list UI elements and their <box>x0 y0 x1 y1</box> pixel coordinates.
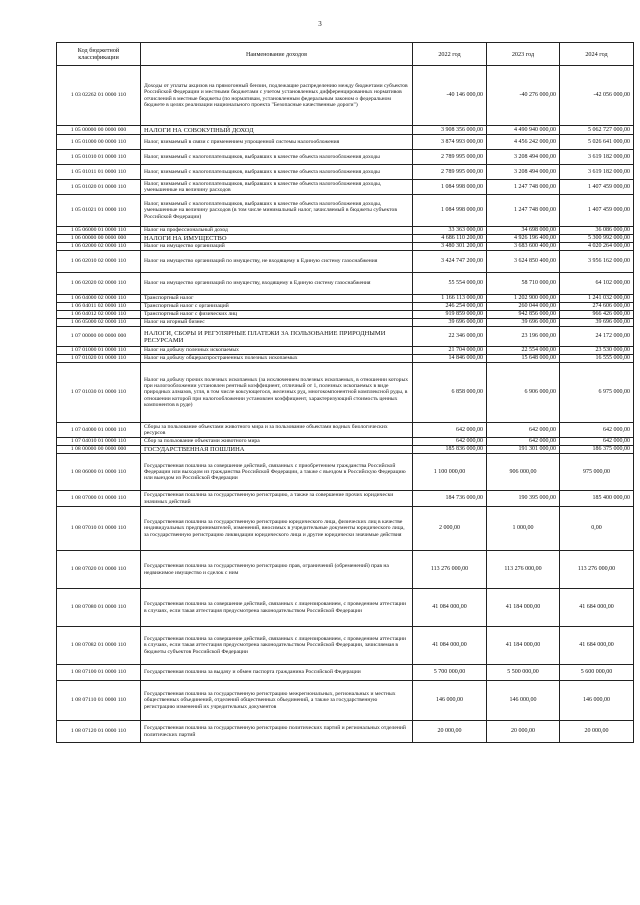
row-2024: 0,00 <box>560 507 634 551</box>
table-row <box>57 227 634 235</box>
table-row <box>57 438 634 446</box>
row-name: Налог на добычу полезных ископаемых <box>141 347 413 355</box>
row-name: Государственная пошлина за государственную регистрацию, а также за совершение прочих юридически значимых действий <box>141 491 413 507</box>
row-2023: 191 301 000,00 <box>487 446 560 454</box>
row-2024: 3 619 182 000,00 <box>560 165 634 180</box>
row-2023: -40 276 000,00 <box>487 66 560 126</box>
table-row <box>57 195 634 227</box>
row-2024: 24 172 000,00 <box>560 327 634 347</box>
row-code: 1 05 01021 01 0000 110 <box>57 195 141 227</box>
row-2023: 41 184 000,00 <box>487 589 560 627</box>
row-name: Государственная пошлина за государственную регистрацию юридического лица, физических лиц в качестве индивидуальных предпринимателей, изменений, вносимых в учредительные документы юридического лица, за государственную регистрацию ликвидации юридического лица и другие юридически значимые действия <box>141 507 413 551</box>
table-row <box>57 251 634 273</box>
table-row <box>57 665 634 681</box>
row-2022: 1 100 000,00 <box>413 454 487 491</box>
header-code: Код бюджетной классификации <box>57 43 141 66</box>
row-code: 1 06 04000 02 0000 110 <box>57 295 141 303</box>
row-2023: 260 044 000,00 <box>487 303 560 311</box>
table-row <box>57 347 634 355</box>
row-2022: 55 554 000,00 <box>413 273 487 295</box>
row-2023: 34 698 000,00 <box>487 227 560 235</box>
revenue-table <box>56 42 634 743</box>
row-2023: 146 000,00 <box>487 681 560 721</box>
row-2023: 41 184 000,00 <box>487 627 560 665</box>
row-name: ГОСУДАРСТВЕННАЯ ПОШЛИНА <box>141 446 413 454</box>
table-row <box>57 150 634 165</box>
row-2022: 184 736 000,00 <box>413 491 487 507</box>
row-name: Государственная пошлина за выдачу и обмен паспорта гражданина Российской Федерации <box>141 665 413 681</box>
row-2023: 3 208 494 000,00 <box>487 165 560 180</box>
row-code: 1 08 07120 01 0000 110 <box>57 721 141 743</box>
row-2024: 5 062 727 000,00 <box>560 126 634 135</box>
row-2022: 5 700 000,00 <box>413 665 487 681</box>
row-2022: 113 276 000,00 <box>413 551 487 589</box>
row-code: 1 05 06000 01 0000 110 <box>57 227 141 235</box>
row-2024: 1 407 459 000,00 <box>560 195 634 227</box>
row-2023: 4 926 196 400,00 <box>487 235 560 243</box>
row-code: 1 06 02020 02 0000 110 <box>57 273 141 295</box>
row-name: НАЛОГИ НА ИМУЩЕСТВО <box>141 235 413 243</box>
row-code: 1 08 07080 01 0000 110 <box>57 589 141 627</box>
row-2024: 146 000,00 <box>560 681 634 721</box>
row-code: 1 08 06000 01 0000 110 <box>57 454 141 491</box>
row-code: 1 07 04010 01 0000 110 <box>57 438 141 446</box>
row-name: Государственная пошлина за государственную регистрацию прав, ограничений (обременений) прав на недвижимое имущество и сделок с ним <box>141 551 413 589</box>
row-code: 1 06 04011 02 0000 110 <box>57 303 141 311</box>
row-name: Налог на имущество организаций по имуществу, не входящему в Единую систему газоснабжения <box>141 251 413 273</box>
table-row <box>57 135 634 150</box>
row-2024: 113 276 000,00 <box>560 551 634 589</box>
row-name: НАЛОГИ НА СОВОКУПНЫЙ ДОХОД <box>141 126 413 135</box>
row-2024: 41 684 000,00 <box>560 589 634 627</box>
row-2024: 20 000,00 <box>560 721 634 743</box>
row-2024: 642 000,00 <box>560 438 634 446</box>
row-code: 1 07 01030 01 0000 110 <box>57 363 141 423</box>
row-2023: 3 208 494 000,00 <box>487 150 560 165</box>
row-2024: 642 000,00 <box>560 423 634 438</box>
row-2022: 22 346 000,00 <box>413 327 487 347</box>
row-2023: 190 395 000,00 <box>487 491 560 507</box>
row-2022: 642 000,00 <box>413 438 487 446</box>
table-row <box>57 165 634 180</box>
row-code: 1 06 02010 02 0000 110 <box>57 251 141 273</box>
row-2024: 274 606 000,00 <box>560 303 634 311</box>
row-2022: 3 480 301 200,00 <box>413 243 487 251</box>
row-code: 1 05 01011 01 0000 110 <box>57 165 141 180</box>
row-2023: 113 276 000,00 <box>487 551 560 589</box>
row-2022: 1 084 998 000,00 <box>413 180 487 195</box>
row-name: Транспортный налог <box>141 295 413 303</box>
row-code: 1 08 07100 01 0000 110 <box>57 665 141 681</box>
row-2023: 4 456 242 000,00 <box>487 135 560 150</box>
page-number: 3 <box>318 20 322 28</box>
row-2023: 15 648 000,00 <box>487 355 560 363</box>
row-2022: 21 704 000,00 <box>413 347 487 355</box>
row-name: Транспортный налог с организаций <box>141 303 413 311</box>
row-2022: 2 789 995 000,00 <box>413 165 487 180</box>
table-row <box>57 355 634 363</box>
table-row <box>57 243 634 251</box>
row-name: Сбор за пользование объектами животного мира <box>141 438 413 446</box>
row-2023: 3 683 600 400,00 <box>487 243 560 251</box>
header-2023: 2023 год <box>487 43 560 66</box>
row-name: Налог на имущество организаций <box>141 243 413 251</box>
row-2024: -42 056 000,00 <box>560 66 634 126</box>
row-2022: 919 859 000,00 <box>413 311 487 319</box>
row-2023: 1 202 900 000,00 <box>487 295 560 303</box>
row-2024: 64 102 000,00 <box>560 273 634 295</box>
row-2022: 41 084 000,00 <box>413 627 487 665</box>
row-code: 1 07 01020 01 0000 110 <box>57 355 141 363</box>
row-2023: 5 500 000,00 <box>487 665 560 681</box>
row-2022: 3 874 993 000,00 <box>413 135 487 150</box>
row-code: 1 05 01010 01 0000 110 <box>57 150 141 165</box>
row-name: Налог на имущество организаций по имуществу, входящему в Единую систему газоснабжения <box>141 273 413 295</box>
row-2024: 5 300 992 000,00 <box>560 235 634 243</box>
row-2022: 246 254 000,00 <box>413 303 487 311</box>
row-2022: 33 363 000,00 <box>413 227 487 235</box>
row-name: Налог, взимаемый с налогоплательщиков, выбравших в качестве объекта налогообложения доходы, уменьшенные на величину расходов <box>141 180 413 195</box>
table-row <box>57 303 634 311</box>
table-row <box>57 126 634 135</box>
row-code: 1 08 07010 01 0000 110 <box>57 507 141 551</box>
row-2022: 41 084 000,00 <box>413 589 487 627</box>
table-row <box>57 180 634 195</box>
row-name: Государственная пошлина за государственную регистрацию политических партий и региональных отделений политических партий <box>141 721 413 743</box>
table-row <box>57 681 634 721</box>
row-2023: 1 000,00 <box>487 507 560 551</box>
row-2024: 6 975 000,00 <box>560 363 634 423</box>
row-code: 1 06 00000 00 0000 000 <box>57 235 141 243</box>
table-row <box>57 507 634 551</box>
row-2024: 3 619 182 000,00 <box>560 150 634 165</box>
table-row <box>57 273 634 295</box>
row-name: Доходы от уплаты акцизов на прямогонный бензин, подлежащие распределению между бюджетами субъектов Российской Федерации и местными бюджетами с учетом установленных дифференцированных нормативов отчислений в местные бюджеты (по нормативам, установленным федеральным законом о федеральном бюджете в целях реализации национального проекта "Безопасные качественные дороги") <box>141 66 413 126</box>
row-2022: 642 000,00 <box>413 423 487 438</box>
table-row <box>57 327 634 347</box>
row-2022: 20 000,00 <box>413 721 487 743</box>
table-row <box>57 446 634 454</box>
header-2022: 2022 год <box>413 43 487 66</box>
row-2023: 4 490 940 000,00 <box>487 126 560 135</box>
row-2024: 1 407 459 000,00 <box>560 180 634 195</box>
row-name: НАЛОГИ, СБОРЫ И РЕГУЛЯРНЫЕ ПЛАТЕЖИ ЗА ПОЛЬЗОВАНИЕ ПРИРОДНЫМИ РЕСУРСАМИ <box>141 327 413 347</box>
row-name: Налог, взимаемый с налогоплательщиков, выбравших в качестве объекта налогообложения доходы, уменьшенные на величину расходов (в том числе минимальный налог, зачисляемый в бюджеты субъектов Российской Федерации) <box>141 195 413 227</box>
row-2024: 186 375 000,00 <box>560 446 634 454</box>
row-2022: 14 846 000,00 <box>413 355 487 363</box>
row-2023: 3 624 850 400,00 <box>487 251 560 273</box>
row-2024: 1 241 032 000,00 <box>560 295 634 303</box>
row-2022: 185 836 000,00 <box>413 446 487 454</box>
row-2023: 642 000,00 <box>487 438 560 446</box>
row-code: 1 07 00000 00 0000 000 <box>57 327 141 347</box>
row-name: Сборы за пользование объектами животного мира и за пользование объектами водных биологических ресурсов <box>141 423 413 438</box>
row-2024: 975 000,00 <box>560 454 634 491</box>
row-2022: 1 084 998 000,00 <box>413 195 487 227</box>
row-2023: 23 196 000,00 <box>487 327 560 347</box>
row-2023: 1 247 748 000,00 <box>487 180 560 195</box>
table-row <box>57 66 634 126</box>
row-name: Государственная пошлина за совершение действий, связанных с лицензированием, с проведением аттестации в случаях, если такая аттестация предусмотрена законодательством Российской Федерации <box>141 589 413 627</box>
table-row <box>57 551 634 589</box>
row-2024: 16 555 000,00 <box>560 355 634 363</box>
row-2022: 3 424 747 200,00 <box>413 251 487 273</box>
row-2023: 6 906 000,00 <box>487 363 560 423</box>
row-2024: 185 400 000,00 <box>560 491 634 507</box>
row-name: Государственная пошлина за государственную регистрацию межрегиональных, региональных и местных общественных объединений, отделений общественных объединений, а также за государственную регистрацию изменений их учредительных документов <box>141 681 413 721</box>
row-2022: 2 789 995 000,00 <box>413 150 487 165</box>
row-2023: 58 710 000,00 <box>487 273 560 295</box>
row-name: Налог на добычу прочих полезных ископаемых (за исключением полезных ископаемых, в отношении которых при налогообложении установлен рентный коэффициент, отличный от 1, полезных ископаемых в виде природных алмазов, угля, в том числе коксующегося, железных руд, многокомпонентной комплексной руды, в отношении которой при налогообложении установлен коэффициент, характеризующий стоимость ценных компонентов в руде) <box>141 363 413 423</box>
table-row <box>57 721 634 743</box>
row-2023: 22 554 000,00 <box>487 347 560 355</box>
row-code: 1 05 00000 00 0000 000 <box>57 126 141 135</box>
row-code: 1 05 01000 00 0000 110 <box>57 135 141 150</box>
row-2022: 6 858 000,00 <box>413 363 487 423</box>
row-2024: 41 684 000,00 <box>560 627 634 665</box>
row-name: Государственная пошлина за совершение действий, связанных с лицензированием, с проведением аттестации в случаях, если такая аттестация предусмотрена законодательством Российской Федерации, зачисляемая в бюджеты субъектов Российской Федерации <box>141 627 413 665</box>
row-2024: 5 026 641 000,00 <box>560 135 634 150</box>
row-2024: 966 426 000,00 <box>560 311 634 319</box>
row-2024: 4 020 264 000,00 <box>560 243 634 251</box>
row-2022: 39 696 000,00 <box>413 319 487 327</box>
row-2023: 39 696 000,00 <box>487 319 560 327</box>
row-code: 1 07 01000 01 0000 110 <box>57 347 141 355</box>
row-code: 1 08 07000 01 0000 110 <box>57 491 141 507</box>
table-row <box>57 627 634 665</box>
row-code: 1 06 02000 02 0000 110 <box>57 243 141 251</box>
table-row <box>57 235 634 243</box>
row-2024: 5 600 000,00 <box>560 665 634 681</box>
row-2023: 906 000,00 <box>487 454 560 491</box>
row-name: Налог, взимаемый в связи с применением упрощенной системы налогообложения <box>141 135 413 150</box>
table-row <box>57 319 634 327</box>
row-code: 1 06 04012 02 0000 110 <box>57 311 141 319</box>
row-2022: 1 166 113 000,00 <box>413 295 487 303</box>
row-code: 1 08 07082 01 0000 110 <box>57 627 141 665</box>
row-2024: 3 956 162 000,00 <box>560 251 634 273</box>
row-name: Транспортный налог с физических лиц <box>141 311 413 319</box>
row-2024: 23 530 000,00 <box>560 347 634 355</box>
row-2022: 3 908 356 000,00 <box>413 126 487 135</box>
row-2022: 146 000,00 <box>413 681 487 721</box>
row-code: 1 08 00000 00 0000 000 <box>57 446 141 454</box>
row-code: 1 05 01020 01 0000 110 <box>57 180 141 195</box>
row-name: Государственная пошлина за совершение действий, связанных с приобретением гражданства Российской Федерации или выходом из гражданства Российской Федерации, а также с въездом в Российскую Федерацию или выездом из Российской Федерации <box>141 454 413 491</box>
row-2023: 20 000,00 <box>487 721 560 743</box>
row-2024: 39 696 000,00 <box>560 319 634 327</box>
row-code: 1 07 04000 01 0000 110 <box>57 423 141 438</box>
row-name: Налог на профессиональный доход <box>141 227 413 235</box>
row-2023: 642 000,00 <box>487 423 560 438</box>
table-row <box>57 491 634 507</box>
table-row <box>57 295 634 303</box>
row-2022: 2 000,00 <box>413 507 487 551</box>
table-header-row <box>57 43 634 66</box>
row-2023: 942 856 000,00 <box>487 311 560 319</box>
row-name: Налог на добычу общераспространенных полезных ископаемых <box>141 355 413 363</box>
row-name: Налог, взимаемый с налогоплательщиков, выбравших в качестве объекта налогообложения доходы <box>141 150 413 165</box>
row-2022: 4 686 110 200,00 <box>413 235 487 243</box>
row-code: 1 08 07020 01 0000 110 <box>57 551 141 589</box>
header-name: Наименование доходов <box>141 43 413 66</box>
row-name: Налог на игорный бизнес <box>141 319 413 327</box>
header-2024: 2024 год <box>560 43 634 66</box>
row-2022: -40 146 000,00 <box>413 66 487 126</box>
table-row <box>57 454 634 491</box>
table-row <box>57 589 634 627</box>
row-2023: 1 247 748 000,00 <box>487 195 560 227</box>
row-name: Налог, взимаемый с налогоплательщиков, выбравших в качестве объекта налогообложения доходы <box>141 165 413 180</box>
table-row <box>57 311 634 319</box>
row-2024: 36 086 000,00 <box>560 227 634 235</box>
row-code: 1 06 05000 02 0000 110 <box>57 319 141 327</box>
table-row <box>57 423 634 438</box>
row-code: 1 08 07110 01 0000 110 <box>57 681 141 721</box>
row-code: 1 03 02262 01 0000 110 <box>57 66 141 126</box>
table-row <box>57 363 634 423</box>
